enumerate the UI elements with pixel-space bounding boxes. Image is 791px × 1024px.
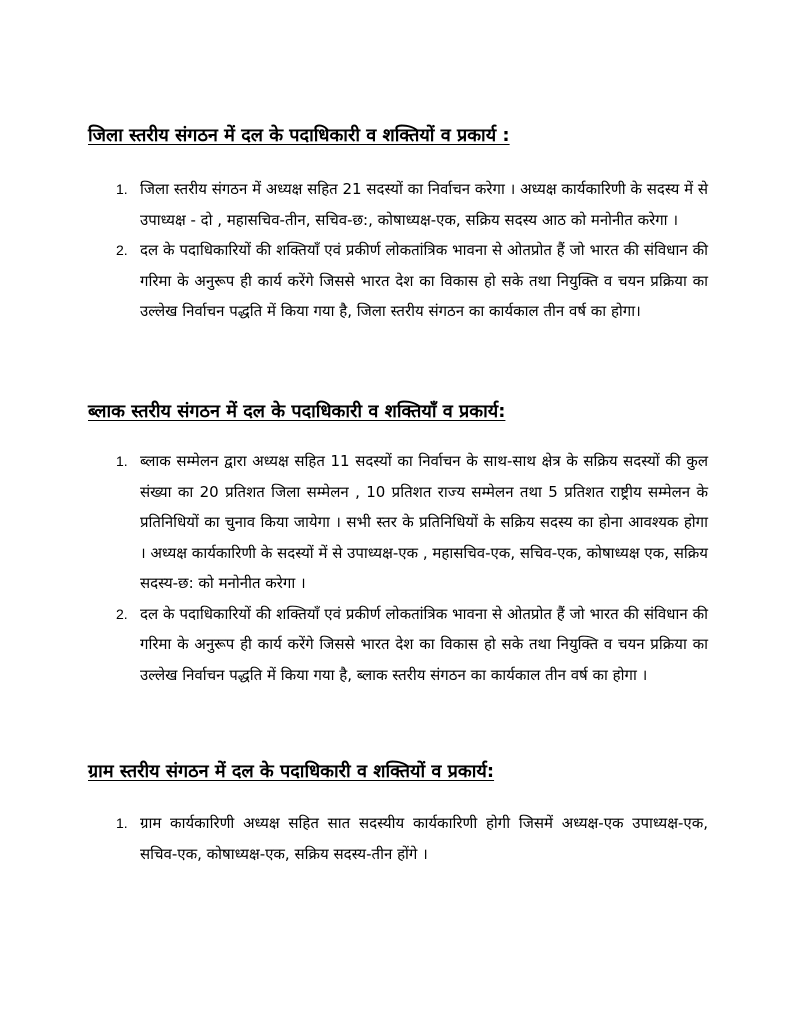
item-text: ब्लाक सम्मेलन द्वारा अध्यक्ष सहित 11 सदस्यों का निर्वाचन के साथ-साथ क्षेत्र के सक्रिय सदस्यों की कुल संख्या का 20 प्रतिशत जिला सम्मेलन , 10 प्रतिशत राज्य सम्मेलन तथा 5 प्रतिशत राष्ट्रीय सम्मेलन के प्रतिनिधियों का चुनाव किया जायेगा । सभी स्तर के प्रतिनिधियों के सक्रिय सदस्य का होना आवश्यक होगा । अध्यक्ष कार्यकारिणी के सदस्यों में से उपाध्यक्ष-एक , महासचिव-एक, सचिव-एक, कोषाध्यक्ष एक, सक्रिय सदस्य-छ: को मनोनीत करेगा । xyxy=(140,452,708,592)
item-number: 1. xyxy=(116,815,128,831)
section-district xyxy=(88,124,708,327)
item-number: 1. xyxy=(116,453,128,469)
section-heading: ब्लाक स्तरीय संगठन में दल के पदाधिकारी व शक्तियाँ व प्रकार्य: xyxy=(88,401,506,422)
district-list xyxy=(88,174,708,327)
list-item xyxy=(88,808,708,869)
item-text: दल के पदाधिकारियों की शक्तियाँ एवं प्रकीर्ण लोकतांत्रिक भावना से ओतप्रोत हैं जो भारत की संविधान की गरिमा के अनुरूप ही कार्य करेंगे जिससे भारत देश का विकास हो सके तथा नियुक्ति व चयन प्रक्रिया का उल्लेख निर्वाचन पद्धति में किया गया है, जिला स्तरीय संगठन का कार्यकाल तीन वर्ष का होगा। xyxy=(140,241,708,320)
item-text: जिला स्तरीय संगठन में अध्यक्ष सहित 21 सदस्यों का निर्वाचन करेगा । अध्यक्ष कार्यकारिणी के सदस्य में से उपाध्यक्ष - दो , महासचिव-तीन, सचिव-छ:, कोषाध्यक्ष-एक, सक्रिय सदस्य आठ को मनोनीत करेगा । xyxy=(140,180,708,229)
section-heading: जिला स्तरीय संगठन में दल के पदाधिकारी व शक्तियों व प्रकार्य : xyxy=(88,125,510,146)
section-block xyxy=(88,400,708,690)
section-heading: ग्राम स्तरीय संगठन में दल के पदाधिकारी व शक्तियों व प्रकार्य: xyxy=(88,761,495,782)
item-text: दल के पदाधिकारियों की शक्तियाँ एवं प्रकीर्ण लोकतांत्रिक भावना से ओतप्रोत हैं जो भारत की संविधान की गरिमा के अनुरूप ही कार्य करेंगे जिससे भारत देश का विकास हो सके तथा नियुक्ति व चयन प्रक्रिया का उल्लेख निर्वाचन पद्धति में किया गया है, ब्लाक स्तरीय संगठन का कार्यकाल तीन वर्ष का होगा । xyxy=(140,604,708,684)
list-item xyxy=(88,174,708,235)
item-text: ग्राम कार्यकारिणी अध्यक्ष सहित सात सदस्यीय कार्यकारिणी होगी जिसमें अध्यक्ष-एक उपाध्यक्ष-एक, सचिव-एक, कोषाध्यक्ष-एक, सक्रिय सदस्य-तीन होंगे । xyxy=(140,814,708,863)
list-item xyxy=(88,446,708,599)
item-number: 2. xyxy=(116,242,128,258)
list-item xyxy=(88,235,708,327)
item-number: 2. xyxy=(116,605,128,622)
block-list xyxy=(88,446,708,690)
item-number: 1. xyxy=(116,181,128,197)
list-item xyxy=(88,599,708,691)
section-village xyxy=(88,760,708,869)
village-list xyxy=(88,808,708,869)
